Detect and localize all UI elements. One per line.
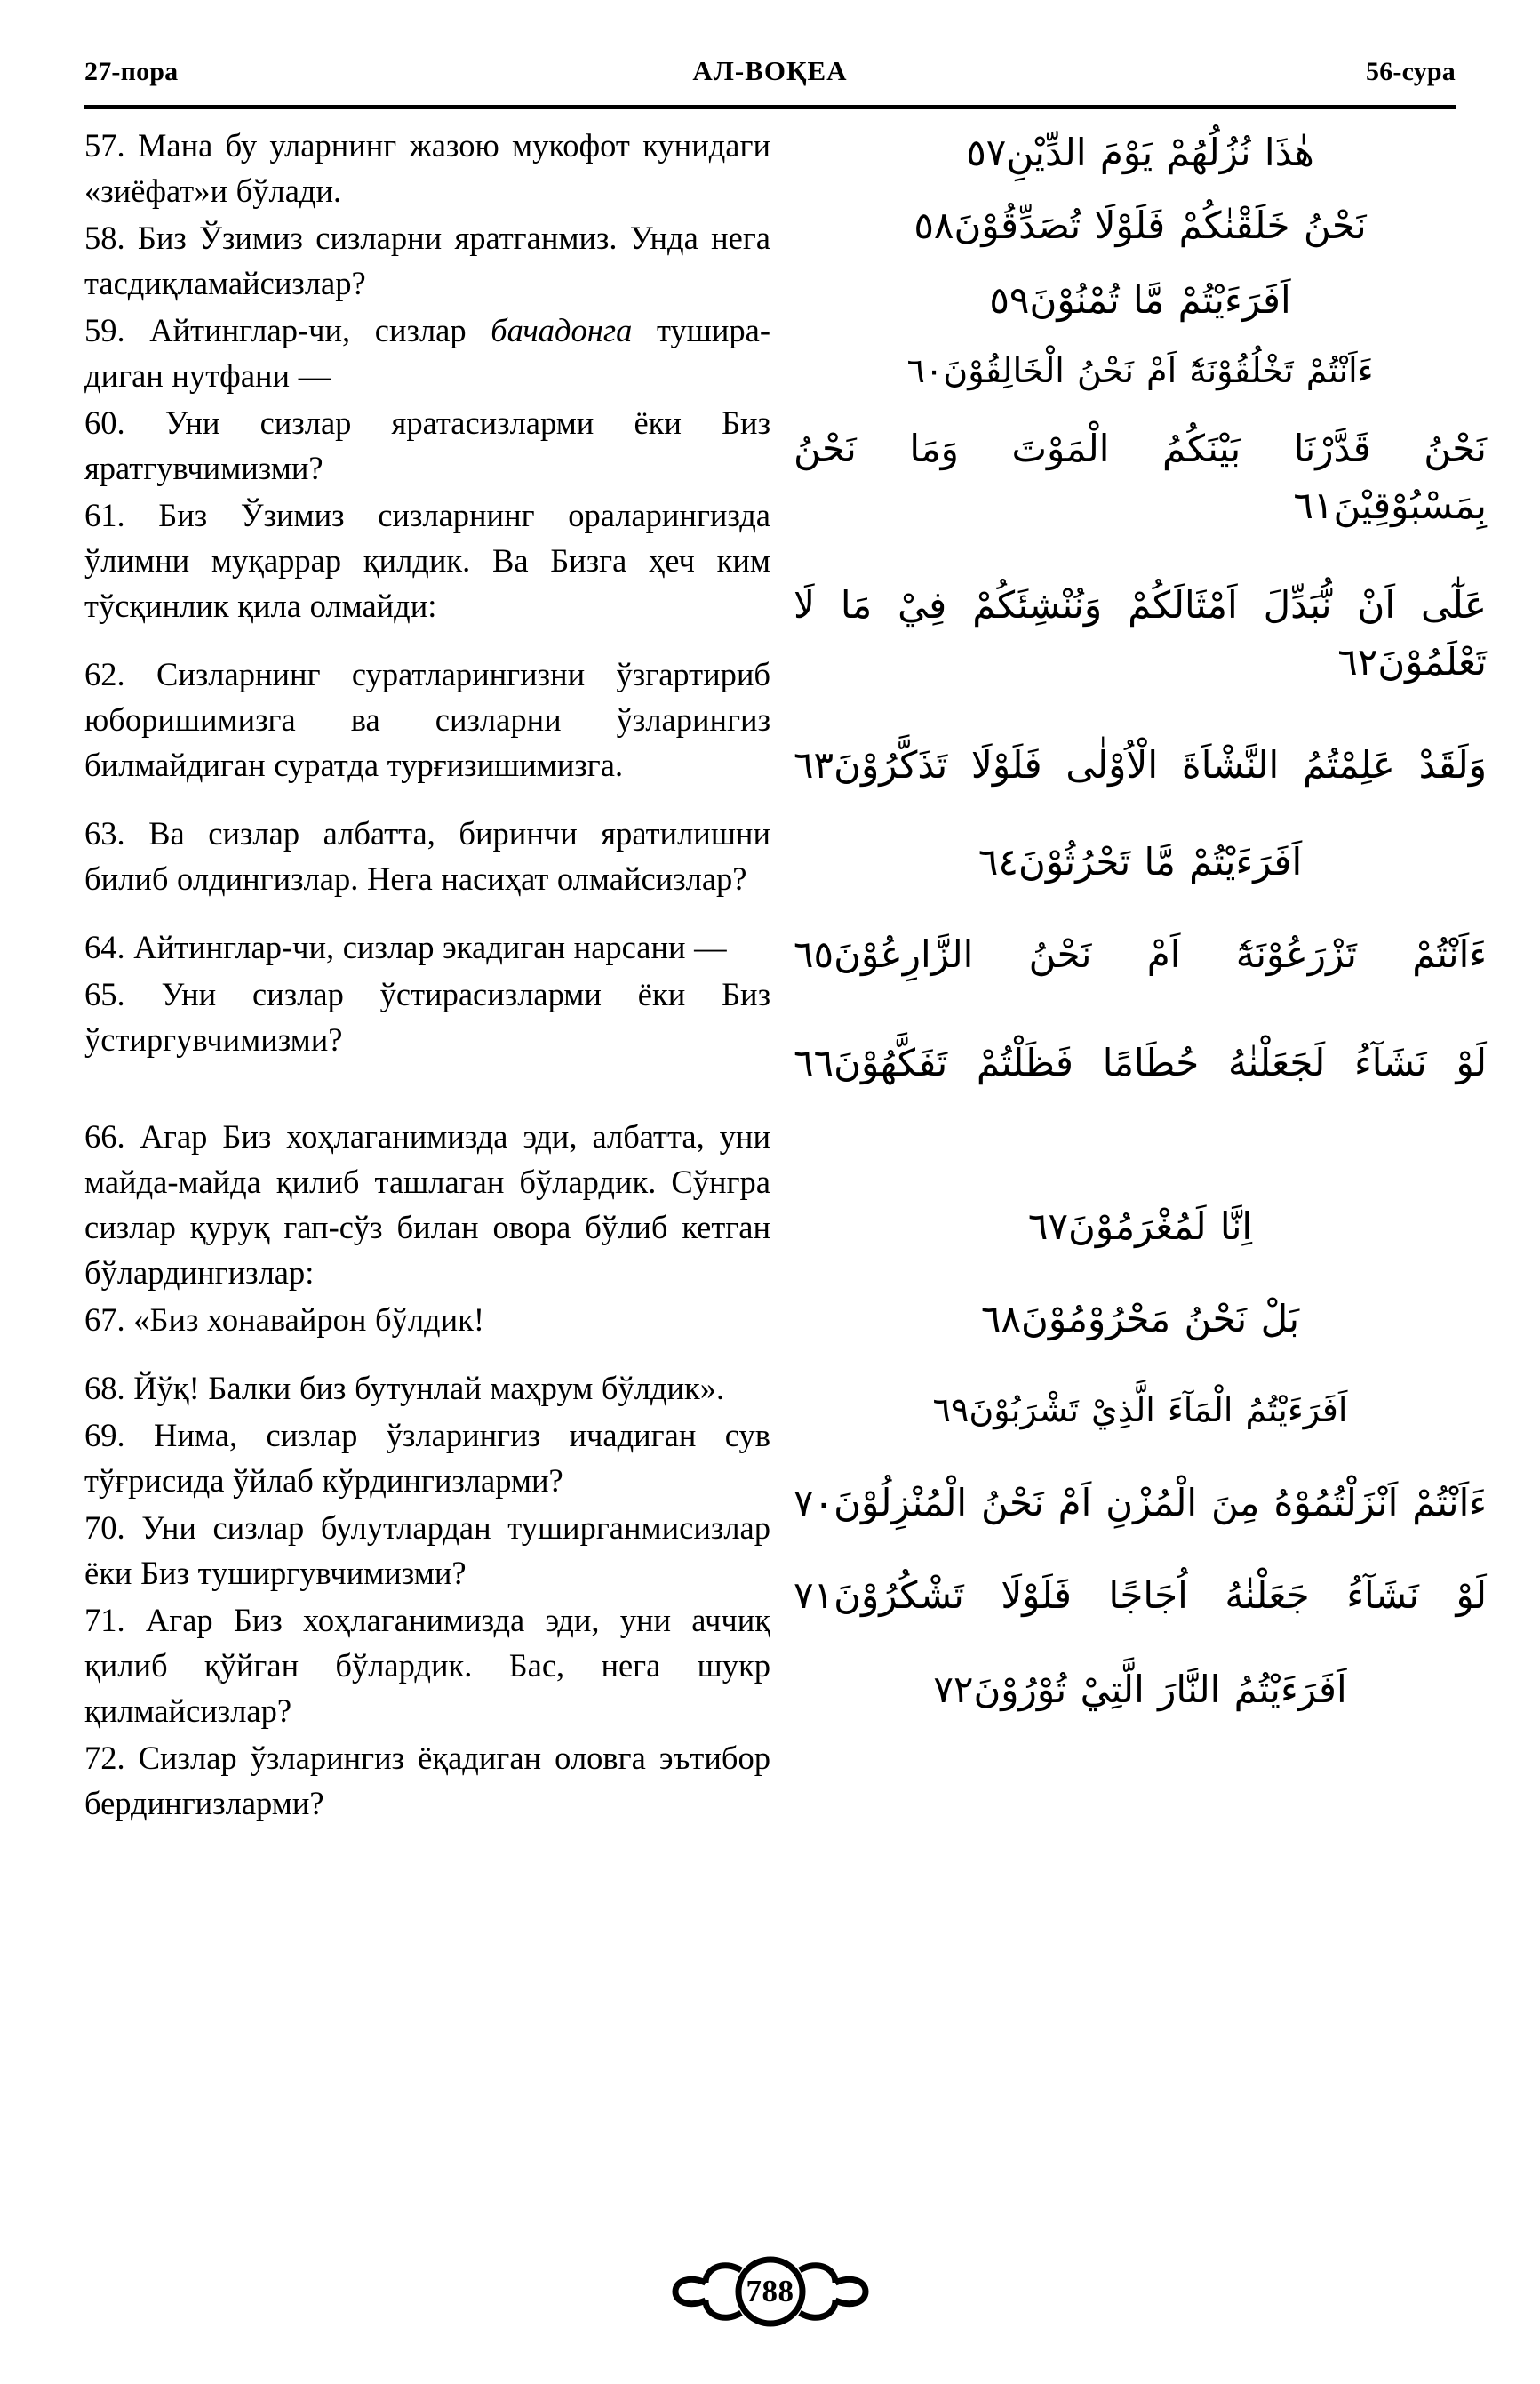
ayah-block-57 [794, 124, 1487, 181]
verse-text-58: Биз Ўзимиз сизларни яратганмиз. Унда нега тасдиқламайсизлар? [84, 220, 770, 301]
verse-59 [84, 308, 770, 398]
verse-61 [84, 492, 770, 628]
ayah-block-60 [794, 346, 1487, 397]
verse-57 [84, 123, 770, 213]
ayah-marker-57: ٥٧ [966, 131, 1007, 174]
verse-66 [84, 1114, 770, 1295]
ayah-text-63: وَلَقَدْ عَلِمْتُمُ النَّشْاَةَ الْاُوْلٰى فَلَوْلَا تَذَكَّرُوْنَ [834, 742, 1487, 787]
ayah-block-68 [794, 1291, 1487, 1348]
ayah-text-58: نَحْنُ خَلَقْنٰكُمْ فَلَوْلَا تُصَدِّقُوْنَ [954, 203, 1367, 247]
verse-text-57: Мана бу уларнинг жазою мукофот кунидаги «зиёфат»и бўлади. [84, 127, 770, 209]
verse-text-66: Агар Биз хоҳлаганимизда эди, албатта, уни майда-майда қилиб ташлаган бўлардик. Сўнгра сизлар қуруқ гап-сўз билан овора бўлиб кетган бўлардингизлар: [84, 1118, 770, 1291]
ayah-marker-65: ٦٥ [794, 932, 834, 977]
ayah-block-67 [794, 1198, 1487, 1255]
ayah-block-69 [794, 1385, 1487, 1436]
running-head-surah-number: 56-сура [1366, 57, 1456, 86]
verse-text-72: Сизлар ўзларингиз ёқадиган оловга эътибор бердингизларми? [84, 1740, 770, 1821]
ayah-text-67: اِنَّا لَمُغْرَمُوْنَ [1068, 1204, 1253, 1248]
ayah-marker-71: ٧١ [794, 1573, 834, 1618]
ayah-marker-67: ٦٧ [1027, 1204, 1069, 1248]
verse-60 [84, 400, 770, 491]
verse-64 [84, 924, 770, 970]
ayah-marker-61: ٦١ [1293, 484, 1334, 528]
ayah-marker-64: ٦٤ [977, 840, 1018, 884]
ayah-text-70: ءَاَنْتُمْ اَنْزَلْتُمُوْهُ مِنَ الْمُزْنِ اَمْ نَحْنُ الْمُنْزِلُوْنَ [834, 1481, 1487, 1525]
header-rule [84, 105, 1456, 109]
ayah-marker-70: ٧٠ [794, 1481, 834, 1525]
ayah-marker-69: ٦٩ [932, 1389, 969, 1429]
ayah-block-65 [794, 926, 1487, 983]
verse-62 [84, 652, 770, 788]
ayah-text-69: اَفَرَءَيْتُمُ الْمَآءَ الَّذِيْ تَشْرَبُوْنَ [969, 1389, 1348, 1429]
ayah-70 [794, 1475, 1487, 1532]
ayah-57 [794, 124, 1487, 181]
ayah-68 [794, 1291, 1487, 1348]
verse-70 [84, 1505, 770, 1596]
verse-text-67: «Биз хонавайрон бўлдик! [124, 1301, 485, 1338]
ayah-text-68: بَلْ نَحْنُ مَحْرُوْمُوْنَ [1021, 1296, 1300, 1340]
verse-69 [84, 1412, 770, 1503]
ayah-marker-59: ٥٩ [989, 277, 1030, 322]
verse-text-59: Айтинглар-чи, сизлар [124, 312, 491, 348]
ayah-block-72 [794, 1661, 1487, 1718]
verse-63 [84, 811, 770, 901]
ayah-text-65: ءَاَنْتُمْ تَزْرَعُوْنَهٗٓ اَمْ نَحْنُ الزَّارِعُوْنَ [834, 932, 1487, 977]
ayah-66 [794, 1035, 1487, 1092]
verse-number-71: 71. [84, 1602, 125, 1638]
ayah-marker-72: ٧٢ [933, 1667, 974, 1711]
ayah-72 [794, 1661, 1487, 1718]
arabic-text-column [786, 123, 1487, 2215]
ayah-58 [794, 197, 1487, 254]
ayah-block-70 [794, 1475, 1487, 1532]
verse-number-61: 61. [84, 497, 125, 533]
ayah-text-62: عَلٰٓى اَنْ نُّبَدِّلَ اَمْثَالَكُمْ وَنُنْشِئَكُمْ فِيْ مَا لَا تَعْلَمُوْنَ [794, 582, 1487, 684]
verse-text-60: Уни сизлар яратасизларми ёки Биз яратгувчимизми? [84, 404, 770, 486]
verse-number-58: 58. [84, 220, 125, 256]
uzbek-translation-column [84, 123, 786, 2215]
ayah-block-58 [794, 197, 1487, 254]
verse-58 [84, 215, 770, 306]
ayah-63 [794, 737, 1487, 794]
ayah-block-64 [794, 834, 1487, 891]
ayah-marker-63: ٦٣ [794, 742, 834, 787]
verse-number-62: 62. [84, 656, 125, 692]
verse-text-64: Айтинглар-чи, сизлар экадиган нарсани — [124, 929, 727, 965]
verse-text-62: Сизларнинг суратларингизни ўзгартириб юборишимизга ва сизларни ўзларингиз билмайдиган суратда турғизишимизга. [84, 656, 770, 783]
folio-ornament-wrap [659, 2251, 882, 2332]
ayah-block-62 [794, 577, 1487, 691]
page-body [84, 123, 1487, 2215]
ayah-text-64: اَفَرَءَيْتُمْ مَّا تَحْرُثُوْنَ [1017, 840, 1303, 884]
ayah-marker-68: ٦٨ [980, 1296, 1022, 1340]
running-head [84, 46, 1456, 87]
ayah-60 [794, 346, 1487, 397]
verse-text-69: Нима, сизлар ўзларингиз ичадиган сув тўғрисида ўйлаб кўрдингизларми? [84, 1417, 770, 1499]
verse-67 [84, 1297, 770, 1342]
verse-number-66: 66. [84, 1118, 125, 1155]
verse-number-64: 64. [84, 929, 125, 965]
verse-text-63: Ва сизлар албатта, биринчи яратилишни билиб олдингизлар. Нега насиҳат олмайсизлар? [84, 815, 770, 897]
ayah-block-61 [794, 420, 1487, 534]
running-head-surah-title: АЛ-ВОҚЕА [692, 55, 848, 86]
ayah-block-63 [794, 737, 1487, 794]
verse-72 [84, 1735, 770, 1826]
verse-text-59-cont: туширадиган нутфани — [84, 312, 770, 394]
verse-number-63: 63. [84, 815, 125, 852]
verse-text-61: Биз Ўзимиз сизларнинг ораларингизда ўлимни муқаррар қилдик. Ва Бизга ҳеч ким тўсқинлик қила олмайди: [84, 497, 770, 624]
ayah-62 [794, 577, 1487, 691]
verse-emphasis-59: бачадонга [491, 312, 633, 348]
page-number: 788 [746, 2274, 794, 2308]
ayah-marker-66: ٦٦ [794, 1041, 834, 1085]
verse-number-68: 68. [84, 1370, 125, 1406]
verse-number-59: 59. [84, 312, 125, 348]
verse-number-67: 67. [84, 1301, 125, 1338]
verse-number-69: 69. [84, 1417, 125, 1453]
ayah-text-71: لَوْ نَشَآءُ جَعَلْنٰهُ اُجَاجًا فَلَوْلَا تَشْكُرُوْنَ [834, 1573, 1487, 1618]
ayah-59 [794, 272, 1487, 329]
verse-number-65: 65. [84, 976, 125, 1012]
verse-text-71: Агар Биз хоҳлаганимизда эди, уни аччиқ қилиб қўйган бўлардик. Бас, нега шукр қилмайсизлар? [84, 1602, 770, 1729]
verse-71 [84, 1597, 770, 1733]
page-footer [0, 2249, 1540, 2334]
ayah-71 [794, 1567, 1487, 1624]
ayah-marker-60: ٦٠ [906, 351, 944, 391]
verse-text-65: Уни сизлар ўстирасизларми ёки Биз ўстиргувчимизми? [84, 976, 770, 1058]
ayah-64 [794, 834, 1487, 891]
verse-number-72: 72. [84, 1740, 125, 1776]
verse-text-70: Уни сизлар булутлардан туширганмисизлар ёки Биз туширгувчимизми? [84, 1509, 770, 1591]
verse-number-57: 57. [84, 127, 125, 164]
ayah-69 [794, 1385, 1487, 1436]
ayah-block-66 [794, 1035, 1487, 1092]
ayah-block-59 [794, 272, 1487, 329]
ayah-text-59: اَفَرَءَيْتُمْ مَّا تُمْنُوْنَ [1029, 277, 1291, 322]
running-head-juz: 27-пора [84, 57, 179, 86]
ayah-text-60: ءَاَنْتُمْ تَخْلُقُوْنَهٗٓ اَمْ نَحْنُ الْخَالِقُوْنَ [943, 351, 1374, 391]
ayah-67 [794, 1198, 1487, 1255]
verse-number-70: 70. [84, 1509, 125, 1546]
ayah-marker-58: ٥٨ [914, 203, 954, 247]
ayah-block-71 [794, 1567, 1487, 1624]
ayah-marker-62: ٦٢ [1337, 639, 1378, 684]
ayah-text-66: لَوْ نَشَآءُ لَجَعَلْنٰهُ حُطَامًا فَظَلْتُمْ تَفَكَّهُوْنَ [834, 1041, 1487, 1085]
ayah-text-61: نَحْنُ قَدَّرْنَا بَيْنَكُمُ الْمَوْتَ وَمَا نَحْنُ بِمَسْبُوْقِيْنَ [794, 427, 1487, 528]
verse-65 [84, 972, 770, 1062]
verse-number-60: 60. [84, 404, 125, 441]
ayah-text-72: اَفَرَءَيْتُمُ النَّارَ الَّتِيْ تُوْرُوْنَ [973, 1667, 1347, 1711]
verse-68 [84, 1365, 770, 1411]
ayah-text-57: هٰذَا نُزُلُهُمْ يَوْمَ الدِّيْنِ [1006, 131, 1314, 174]
ayah-65 [794, 926, 1487, 983]
verse-text-68: Йўқ! Балки биз бутунлай маҳрум бўлдик». [124, 1370, 725, 1406]
ayah-61 [794, 420, 1487, 534]
